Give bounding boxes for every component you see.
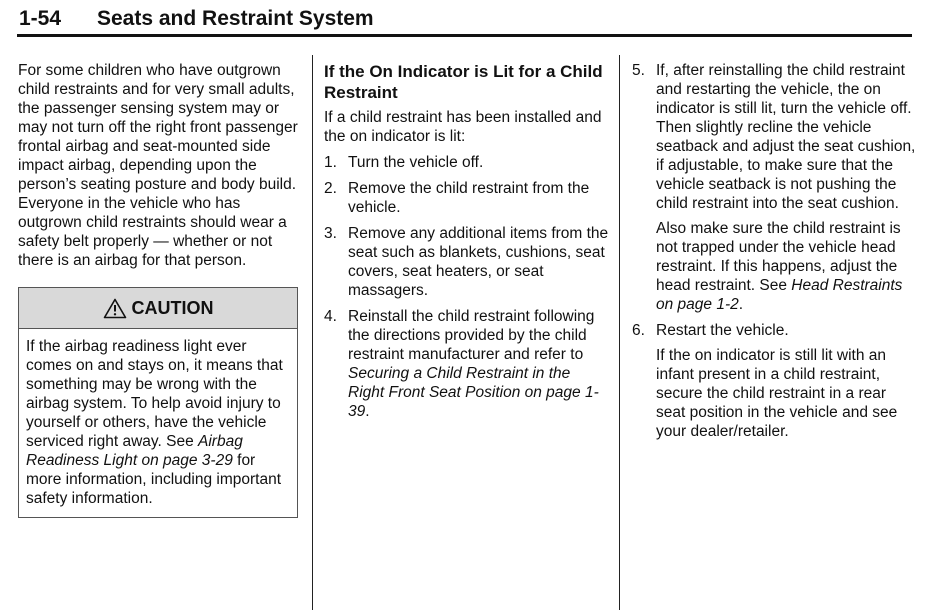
step-text: Restart the vehicle.	[656, 322, 789, 339]
step-note-text: Also make sure the child restraint is not trapped under the vehicle head restraint. If this happens, adjust the head restraint. See	[656, 220, 901, 294]
caution-label: CAUTION	[131, 297, 214, 318]
caution-header	[19, 288, 297, 329]
intro-paragraph: For some children who have outgrown child restraints and for very small adults, the passenger sensing system may or may not turn off the right front passenger frontal airbag and seat-mounted side impact airbag, depending upon the person’s seating posture and body build. Everyone in the vehicle who has outgrown child restraints should wear a safety belt properly — whether or not there is an airbag for that person.	[18, 62, 298, 269]
step-item	[324, 179, 609, 217]
page-header	[17, 6, 912, 37]
column-divider	[312, 55, 313, 610]
step-note-end: .	[738, 296, 744, 313]
cross-reference-link: Airbag Readiness Light on page 3-29	[26, 433, 243, 469]
step-text: Remove any additional items from the seat such as blankets, cushions, seat covers, seat heaters, or seat massagers.	[348, 225, 609, 299]
step-number: 5.	[632, 62, 645, 79]
section-heading: If the On Indicator is Lit for a Child Restraint	[324, 62, 603, 102]
caution-text-part: If the airbag readiness light ever comes on and stays on, it means that something may be wrong with the airbag system. To help avoid injury to yourself or others, have the vehicle serviced right away. See	[26, 338, 283, 450]
section-intro: If a child restraint has been installed and the on indicator is lit:	[324, 109, 602, 145]
page-title: Seats and Restraint System	[97, 7, 374, 30]
middle-column	[324, 61, 609, 421]
step-text: If, after reinstalling the child restraint and restarting the vehicle, the on indicator is still lit, turn the vehicle off. Then slightly recline the vehicle seatback and adjust the seat cushion, if adjustable, to make sure that the vehicle seatback is not pushing the child restraint into the seat cushion.	[656, 62, 916, 212]
step-text: Reinstall the child restraint following the directions provided by the child restraint manufacturer and refer to	[348, 308, 595, 363]
step-number: 6.	[632, 322, 645, 339]
caution-box	[18, 287, 298, 518]
page-number: 1-54	[19, 7, 62, 30]
right-column	[632, 61, 917, 441]
step-text-end: .	[365, 403, 370, 420]
step-number: 3.	[324, 225, 337, 242]
step-text: Turn the vehicle off.	[348, 154, 484, 171]
step-text: Remove the child restraint from the vehicle.	[348, 180, 590, 216]
step-note	[656, 219, 917, 314]
steps-list	[632, 61, 917, 441]
steps-list	[324, 153, 609, 421]
step-item	[632, 321, 917, 441]
caution-text	[19, 329, 297, 517]
warning-triangle-icon	[103, 298, 127, 319]
cross-reference-link: Securing a Child Restraint in the Right Front Seat Position on page 1-39	[348, 365, 599, 420]
step-item	[632, 61, 917, 314]
step-note: If the on indicator is still lit with an infant present in a child restraint, secure the child restraint in a rear seat position in the vehicle and see your dealer/retailer.	[656, 347, 898, 440]
step-item	[324, 307, 609, 421]
step-number: 2.	[324, 180, 337, 197]
left-column	[18, 61, 304, 518]
step-number: 4.	[324, 308, 337, 325]
step-item	[324, 224, 609, 300]
step-item	[324, 153, 609, 172]
cross-reference-link: Head Restraints on page 1-2	[656, 277, 903, 313]
caution-text-part: for more information, including important safety information.	[26, 452, 282, 507]
step-number: 1.	[324, 154, 337, 171]
column-divider	[619, 55, 620, 610]
